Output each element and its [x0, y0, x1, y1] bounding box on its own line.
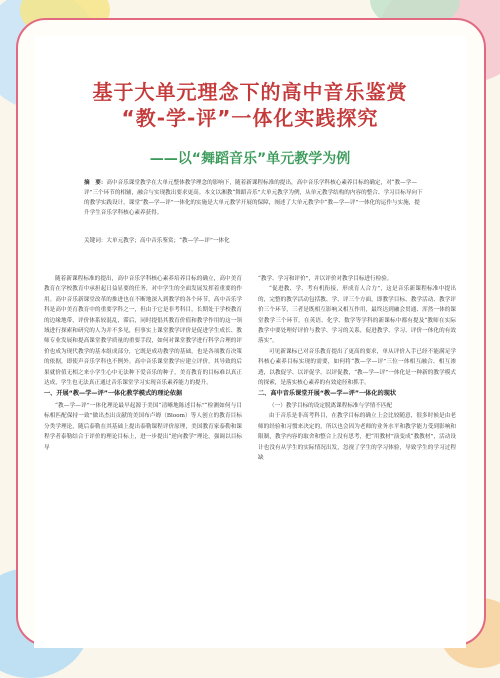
body-column-right [258, 274, 456, 463]
article-title-line1: 基于大单元理念下的高中音乐鉴赏 [92, 80, 408, 104]
abstract [84, 178, 424, 218]
section-heading: 一、开展“教—学—评”一体化教学模式的理论依据 [44, 390, 183, 398]
article-title-line2: “教-学-评”一体化实践探究 [121, 106, 379, 130]
body-paragraph: “教学、学习和评价”，并以评价对教学目标进行检验。 [258, 276, 393, 282]
body-paragraph: “教—学—评”一体化理论最早起源于美国“清晰地陈述目标”“检测如何与目标相匹配保持一致”做出杰出贡献的美国布卢姆（Bloom）等人创立的教育目标分类学理论，随后泰勒在其基础上提出泰勒课程评价原理，美国教育家泰勒和课程学者泰勒结合于评价的理论目标上，进一步提出“逆向教学”理论，强调以目标导 [44, 402, 242, 451]
body-column-left [44, 274, 242, 453]
keywords-label: 关键词： [84, 238, 107, 244]
article-page [34, 36, 466, 648]
abstract-label: 摘 要： [84, 180, 107, 186]
subsection-heading: （一）教学目标的设定脱离课程标准与学情不匹配 [269, 402, 393, 409]
keywords [84, 236, 424, 246]
body-paragraph: 由于音乐是非高考科目，在教学目标的确立上会比较随意，很多时候是由老师的经验和习惯来决定的，所以也会因为老师的业务水平和教学能力受到影响和限制，教学内容的取舍和整合上没有思考，把“用教材”演变成“教教材”，活动设计也没有从学生的实际情况出发，忽视了学生的学习体验，导致学生的学习过程缺 [258, 413, 456, 461]
abstract-text: 高中音乐课堂教学在大单元整体教学理念的影响下，随着新课程标准的提出，高中音乐学科核心素养目标的确定，对“教—学—评”三个环节的相辅，融合与实现教出要求更高。本文以湘教“舞蹈音乐”大单元教学为例，从单元教学结构的内容的整合、学习目标导向下的教学实践设计，课堂“教—学—评”一体化的实施是大单元教学开展的保障，阐述了大单元教学中“教—学—评”一体化的运作与实施，提升学生音乐学科核心素养获得。 [84, 180, 423, 216]
keywords-text: 大单元教学；高中音乐鉴赏；“教—学—评”一体化 [106, 238, 230, 244]
body-paragraph: “促进教、学、考有机衔接，形成育人合力”，这是音乐新课程标准中提出的，完整的教学活动包括教、学、评三个方面，即教学目标、教学活动、教学评价三个环节，三者是既相互影响又相互作用，最终达到融会贯通、浑然一体的课堂教学三个环节。在英语、化学、数学等学科的新课标中都有提及“教师在实际教学中要处理好评价与教学、学习的关系，促进教学、学习、评价一体化的有效落实”。 [258, 286, 456, 345]
body-paragraph: 可见新课标已对音乐教育提出了更高的要求，单从评价入手已经不能满足学科核心素养目标实现的需要，如何将“教—学—评”三位一体相互融合、相互渗透，以教促学、以评促学，以评促教，“教—学—评”一体化是一种新的教学模式的探索，是落实核心素养的有效途径和抓手。 [258, 348, 456, 387]
article-subtitle: ——以“舞蹈音乐”单元教学为例 [149, 151, 351, 167]
body-paragraph: 随着新课程标准的提出，高中音乐学科核心素养培养目标的确立，高中美育教育在学校教育中承担起日益显要的任务，对中学生的全面发展发挥着重要的作用。高中音乐新课堂改革的推进也在不断地深入到教学的各个环节，高中音乐学科是高中美育教育中的重要学科之一，但由于它是非考科目，长期处于学校教育的边缘地带，评价体系较混乱，滞后，同时提倡其教育价值和教学作用的这一领域进行探索和研究的人为并不多见，但事实上课堂教学评价是促进学生成长、教师专业发展和提高课堂教学质量的重要手段，如何对课堂教学进行科学合理的评价也成为现代教学的基本组成部分，它既是成功教学的基础，也是各项教育决策的依据，即使声音乐学科也不例外。高中音乐课堂教学应建立评价，其导致的后果就价值无相之来小学生心中无法种下爱音乐的种子，美育教育的目标难以真正达成，学生也无法真正通过音乐课堂学习实现音乐素养能力的提升。 [44, 276, 242, 387]
section-heading: 二、高中音乐课堂开展“教—学—评”一体化的现状 [258, 390, 397, 398]
